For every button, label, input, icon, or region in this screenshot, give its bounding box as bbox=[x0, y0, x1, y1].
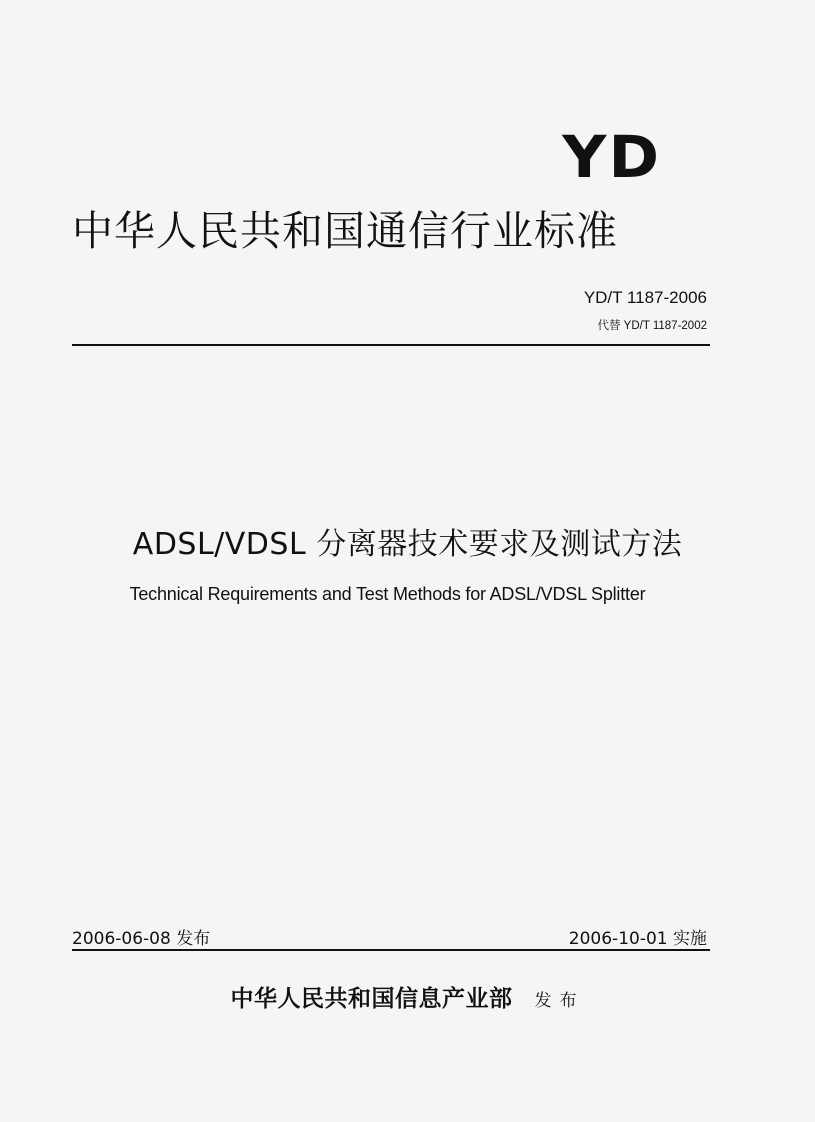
issuer-action: 发布 bbox=[534, 991, 585, 1011]
implementation-date: 2006-10-01 实施 bbox=[568, 929, 707, 949]
yd-logo: YD bbox=[562, 123, 661, 191]
issuer-line bbox=[0, 984, 815, 1016]
publish-date: 2006-06-08 发布 bbox=[72, 929, 211, 949]
standard-category-title: 中华人民共和国通信行业标准 bbox=[72, 207, 618, 255]
replaces-standard: 代替 YD/T 1187-2002 bbox=[597, 320, 707, 332]
document-title-english: Technical Requirements and Test Methods for ADSL/VDSL Splitter bbox=[129, 584, 646, 604]
document-title-chinese: ADSL/VDSL 分离器技术要求及测试方法 bbox=[132, 527, 683, 562]
bottom-divider bbox=[72, 949, 710, 951]
top-divider bbox=[72, 344, 710, 346]
issuer-name: 中华人民共和国信息产业部 bbox=[230, 985, 513, 1012]
standard-number: YD/T 1187-2006 bbox=[583, 288, 707, 307]
